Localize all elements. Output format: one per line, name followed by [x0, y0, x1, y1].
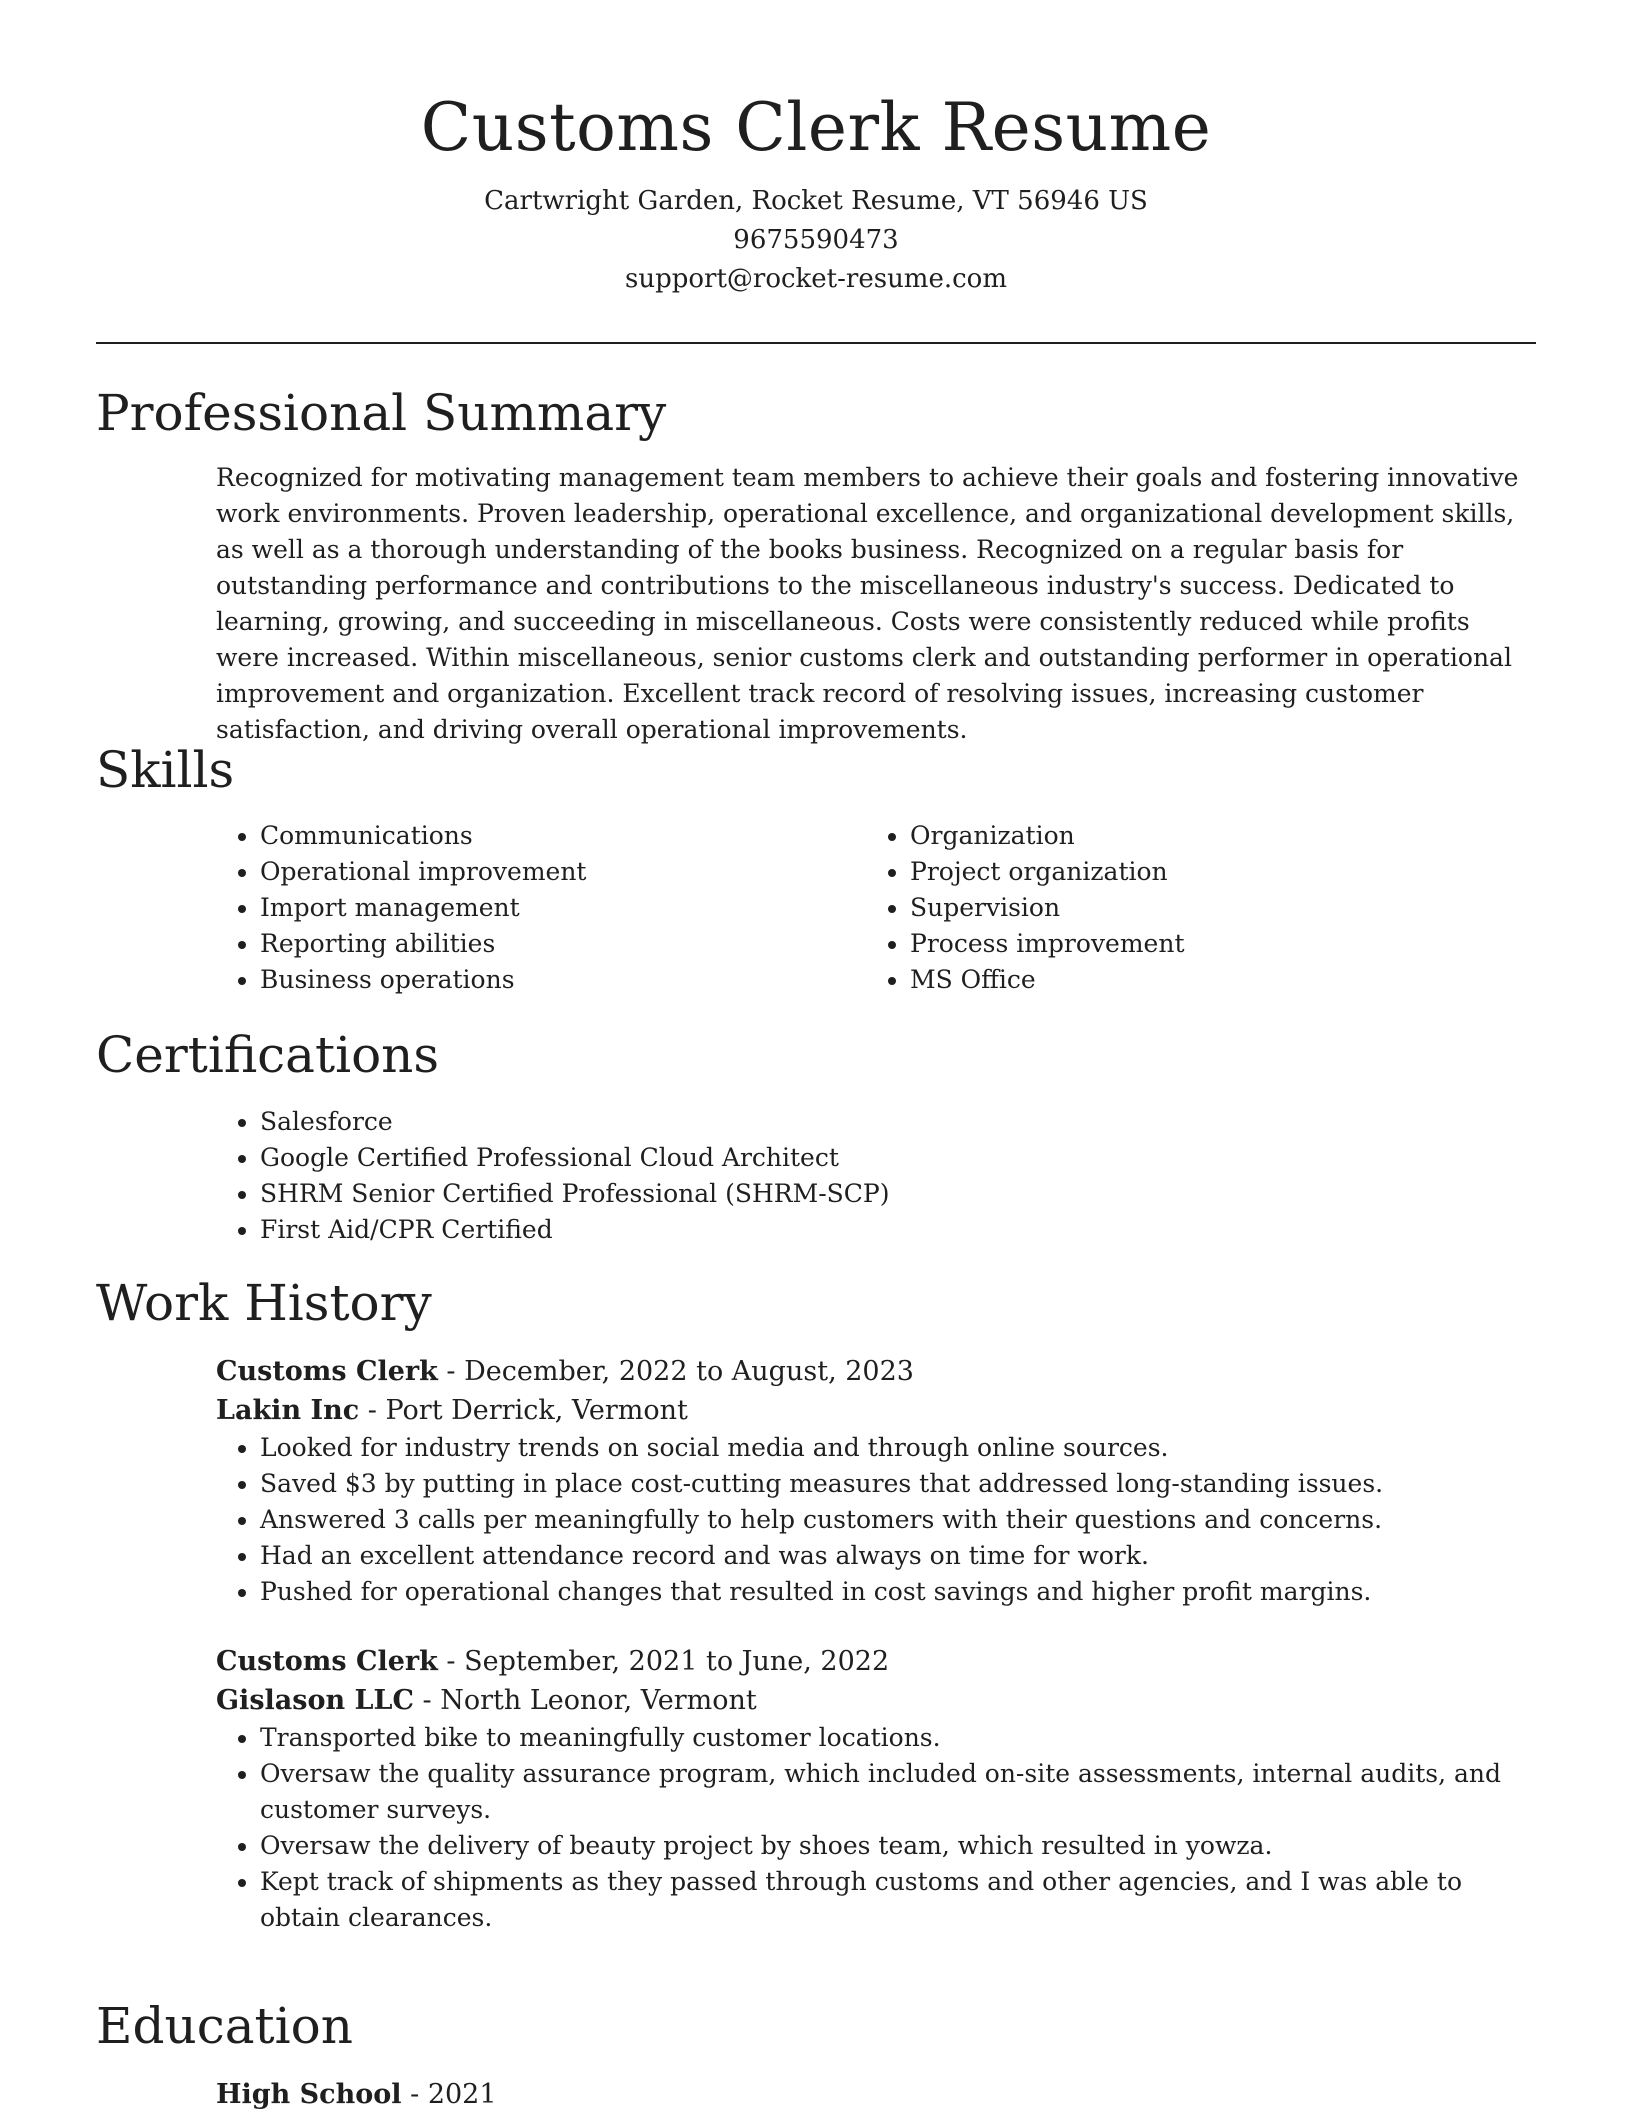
- education-line: [216, 2075, 1536, 2114]
- skill-item: • Reporting abilities: [260, 926, 866, 962]
- certification-item: • SHRM Senior Certified Professional (SHRM-SCP): [260, 1176, 1536, 1212]
- certification-item: • Google Certified Professional Cloud Architect: [260, 1140, 1536, 1176]
- work-history-section: [216, 1352, 1536, 1968]
- education-year: - 2021: [401, 2079, 497, 2110]
- skill-item: • Import management: [260, 890, 866, 926]
- job-duty: • Kept track of shipments as they passed through customs and other agencies, and I was able to obtain clearances.: [260, 1864, 1536, 1936]
- education-degree: High School: [216, 2079, 402, 2110]
- job-role: Customs Clerk: [216, 1356, 438, 1387]
- job-duty: • Had an excellent attendance record and was always on time for work.: [260, 1538, 1536, 1574]
- skill-item: • Organization: [910, 818, 1516, 854]
- job-location: - North Leonor, Vermont: [413, 1685, 757, 1716]
- certifications-section: [216, 1104, 1536, 1248]
- job-entry: [216, 1352, 1536, 1610]
- job-duties-list: [216, 1430, 1536, 1610]
- phone: 9675590473: [733, 225, 899, 255]
- address: Cartwright Garden, Rocket Resume, VT 56946 US: [484, 186, 1148, 216]
- job-company-line: [216, 1681, 1536, 1720]
- certification-item: • Salesforce: [260, 1104, 1536, 1140]
- skills-list-left: [216, 818, 866, 998]
- skill-item: • Project organization: [910, 854, 1516, 890]
- email: support@rocket-resume.com: [624, 264, 1007, 294]
- job-dates: - December, 2022 to August, 2023: [437, 1356, 914, 1387]
- summary-section: [216, 460, 1536, 748]
- certifications-heading: Certifications: [96, 1026, 440, 1084]
- certifications-list: [216, 1104, 1536, 1248]
- summary-heading: Professional Summary: [96, 384, 667, 442]
- contact-info: [0, 182, 1632, 299]
- skill-item: • Operational improvement: [260, 854, 866, 890]
- education-section: [216, 2075, 1536, 2114]
- job-entry: [216, 1642, 1536, 1936]
- skill-item: • Process improvement: [910, 926, 1516, 962]
- skills-column-left: [216, 818, 866, 998]
- job-duty: • Oversaw the delivery of beauty project by shoes team, which resulted in yowza.: [260, 1828, 1536, 1864]
- certification-item: • First Aid/CPR Certified: [260, 1212, 1536, 1248]
- resume-title: Customs Clerk Resume: [420, 89, 1212, 166]
- skills-column-right: [866, 818, 1516, 998]
- job-duty: • Answered 3 calls per meaningfully to help customers with their questions and concerns.: [260, 1502, 1536, 1538]
- job-role: Customs Clerk: [216, 1646, 438, 1677]
- header-divider: [96, 342, 1536, 344]
- skills-section: [216, 818, 1536, 998]
- job-duty: • Transported bike to meaningfully customer locations.: [260, 1720, 1536, 1756]
- skill-item: • Business operations: [260, 962, 866, 998]
- resume-header: [0, 84, 1632, 299]
- job-duty: • Looked for industry trends on social media and through online sources.: [260, 1430, 1536, 1466]
- job-company: Lakin Inc: [216, 1395, 360, 1426]
- summary-text: Recognized for motivating management team members to achieve their goals and fostering innovative work environments. Proven leadership, operational excellence, and organizational development skills, as well as a thorough understanding of the books business. Recognized on a regular basis for outstanding performance and contributions to the miscellaneous industry's success. Dedicated to learning, growing, and succeeding in miscellaneous. Costs were consistently reduced while profits were increased. Within miscellaneous, senior customs clerk and outstanding performer in operational improvement and organization. Excellent track record of resolving issues, increasing customer satisfaction, and driving overall operational improvements.: [216, 463, 1519, 744]
- job-title-line: [216, 1642, 1536, 1681]
- job-duties-list: [216, 1720, 1536, 1936]
- skill-item: • Communications: [260, 818, 866, 854]
- work-history-heading: Work History: [96, 1274, 432, 1332]
- skills-list-right: [866, 818, 1516, 998]
- job-duty: • Saved $3 by putting in place cost-cutting measures that addressed long-standing issues.: [260, 1466, 1536, 1502]
- education-heading: Education: [96, 1997, 353, 2055]
- job-company: Gislason LLC: [216, 1685, 414, 1716]
- skills-heading: Skills: [96, 741, 235, 799]
- job-duty: • Oversaw the quality assurance program, which included on-site assessments, internal audits, and customer surveys.: [260, 1756, 1536, 1828]
- job-location: - Port Derrick, Vermont: [359, 1395, 688, 1426]
- skill-item: • Supervision: [910, 890, 1516, 926]
- job-title-line: [216, 1352, 1536, 1391]
- skill-item: • MS Office: [910, 962, 1516, 998]
- job-dates: - September, 2021 to June, 2022: [437, 1646, 890, 1677]
- job-company-line: [216, 1391, 1536, 1430]
- job-duty: • Pushed for operational changes that resulted in cost savings and higher profit margins.: [260, 1574, 1536, 1610]
